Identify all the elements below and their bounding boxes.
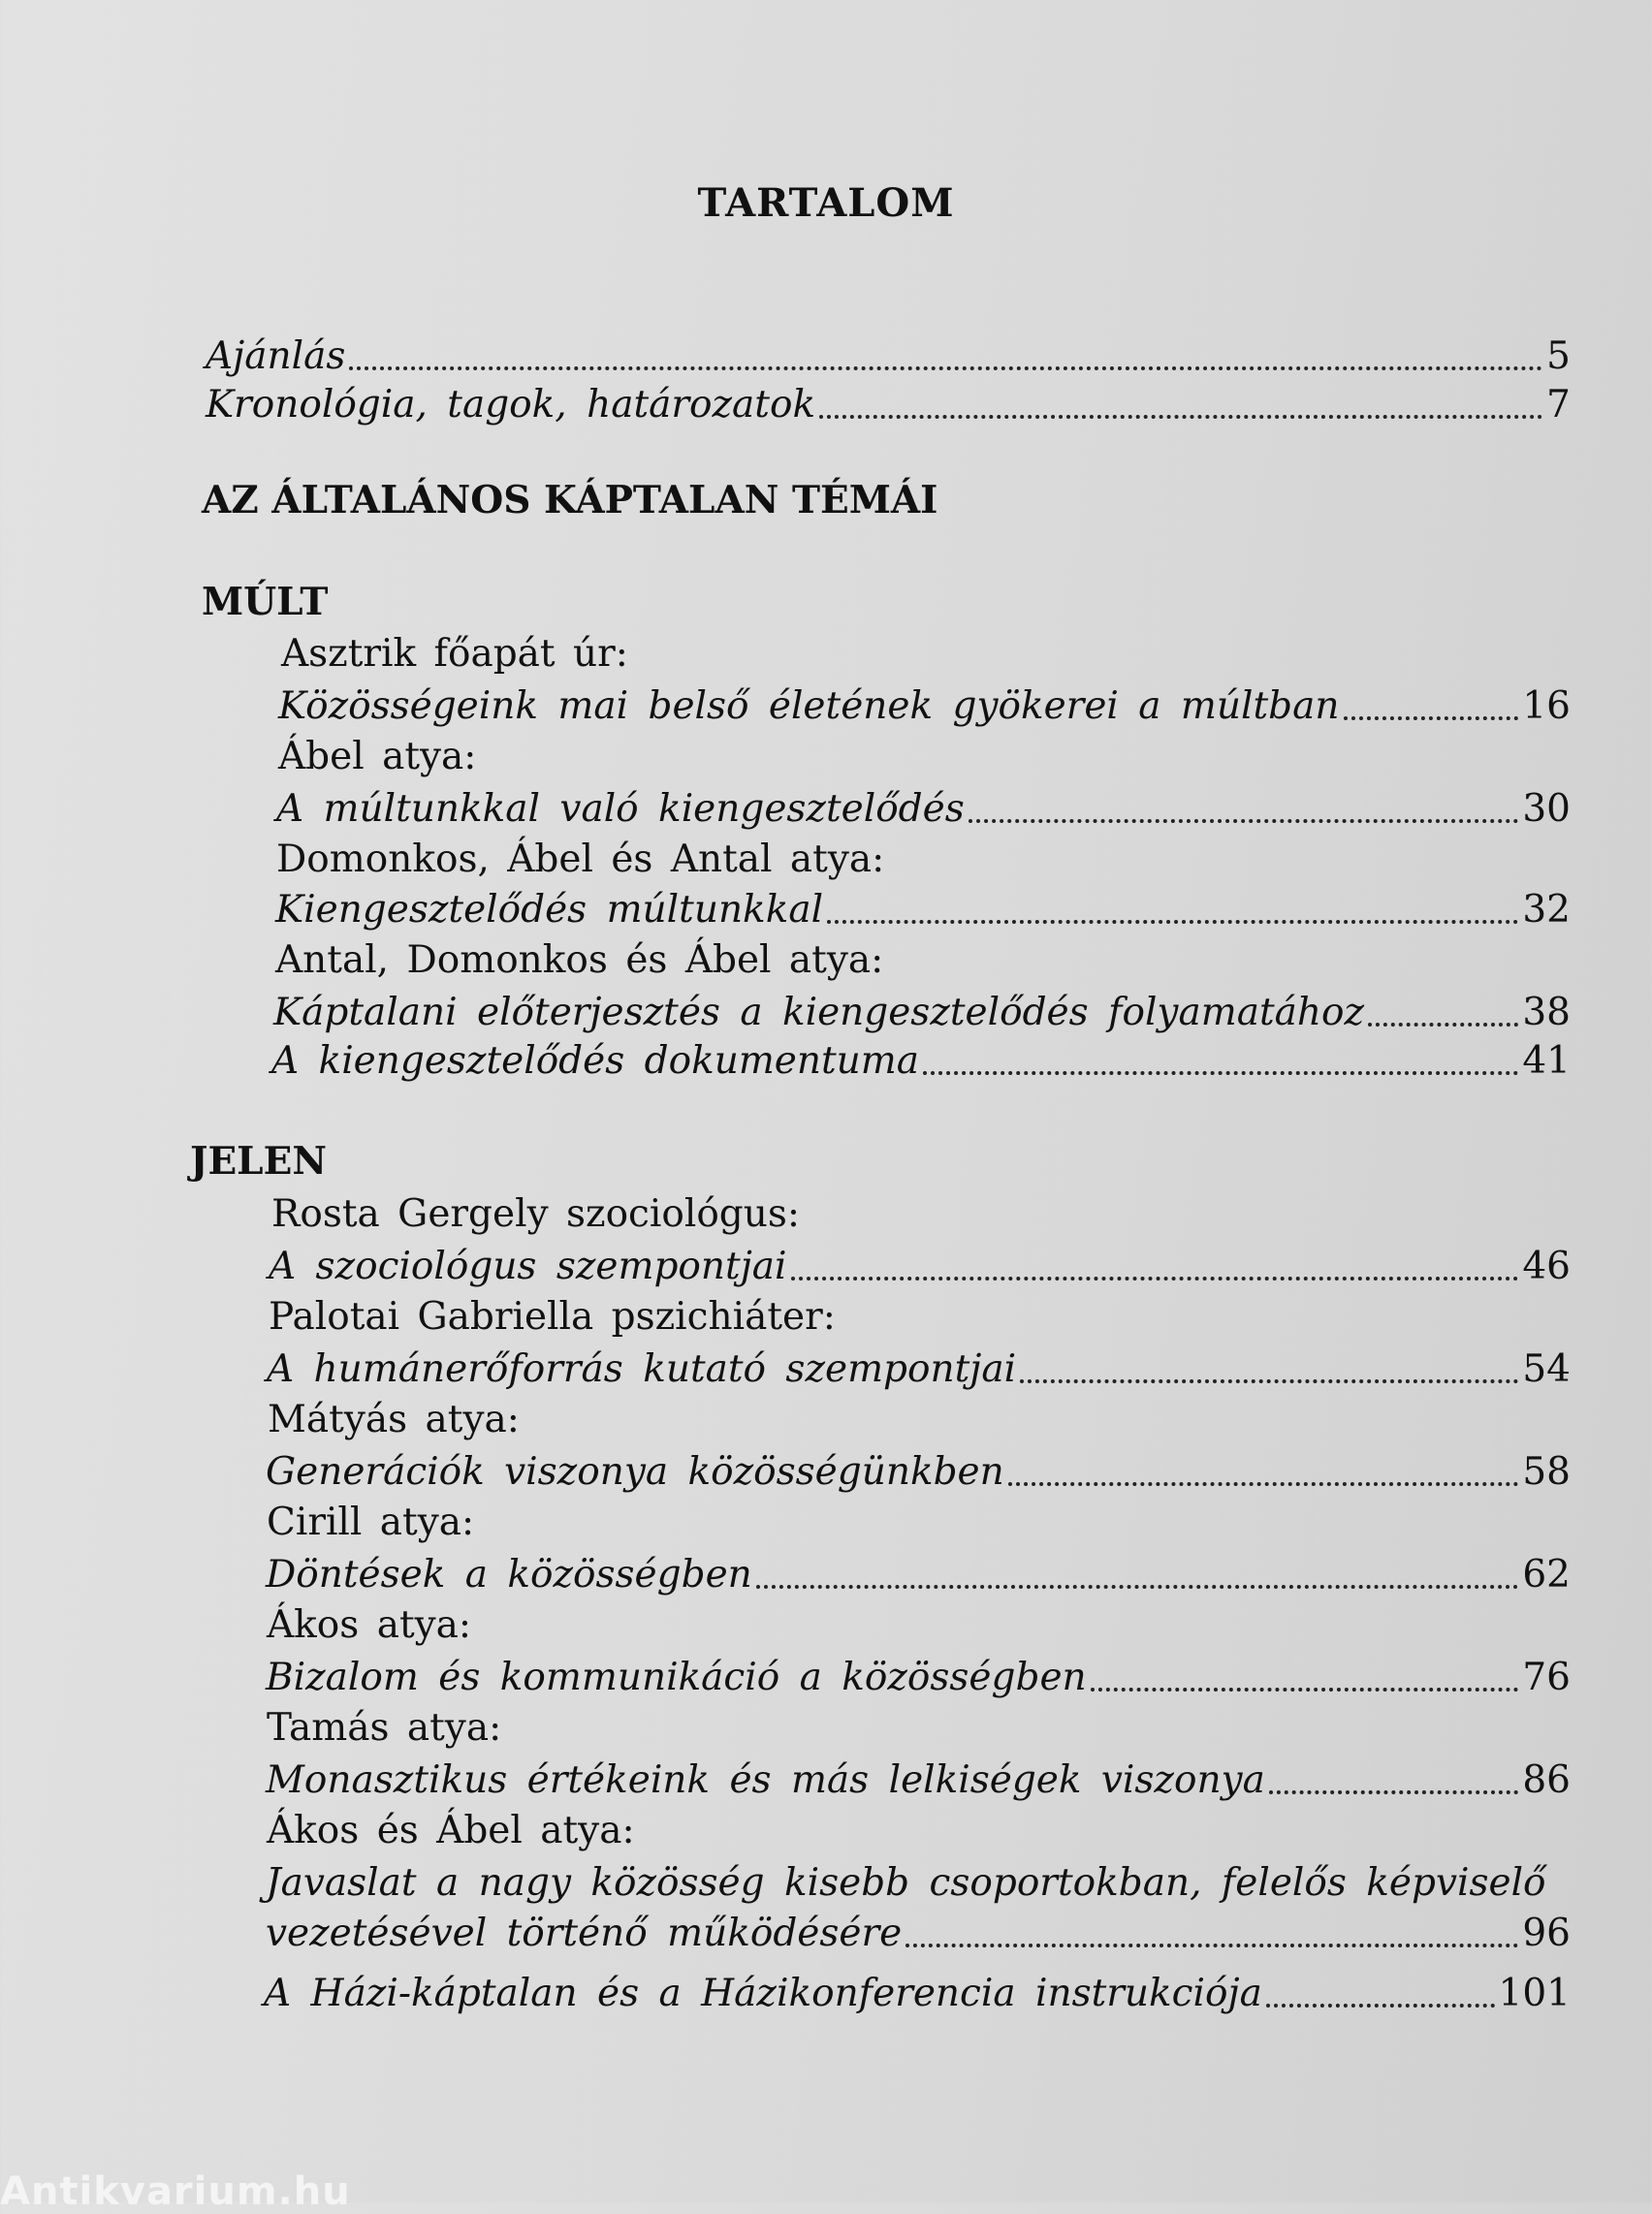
watermark: Antikvarium.hu <box>0 2169 351 2214</box>
leader-dots <box>1091 1688 1519 1692</box>
leader-dots <box>791 1277 1519 1281</box>
leader-dots <box>1344 716 1519 720</box>
toc-page-number: 16 <box>1522 684 1571 728</box>
leader-dots <box>1266 2004 1495 2008</box>
leader-dots <box>827 920 1518 924</box>
author-label: Palotai Gabriella pszichiáter: <box>269 1295 836 1339</box>
leader-dots <box>905 1944 1518 1947</box>
toc-entry-title: A szociológus szempontjai <box>269 1245 787 1288</box>
author-label: Rosta Gergely szociológus: <box>271 1192 801 1236</box>
leader-dots <box>819 415 1542 419</box>
leader-dots <box>756 1585 1519 1589</box>
section-heading-main: AZ ÁLTALÁNOS KÁPTALAN TÉMÁI <box>202 478 938 522</box>
toc-entry-title: A Házi-káptalan és a Házikonferencia instrukciója <box>264 1972 1262 2015</box>
toc-entry[interactable] <box>271 1039 1571 1083</box>
toc-entry[interactable] <box>266 1758 1571 1802</box>
leader-dots <box>349 366 1542 370</box>
toc-entry-title: Bizalom és kommunikáció a közösségben <box>266 1656 1087 1699</box>
toc-entry-ajanlas[interactable] <box>206 334 1571 378</box>
toc-entry-title: Kiengesztelődés múltunkkal <box>275 888 824 932</box>
toc-entry[interactable] <box>273 991 1571 1034</box>
toc-entry[interactable] <box>266 1553 1571 1597</box>
author-label: Ákos és Ábel atya: <box>267 1809 635 1852</box>
toc-page-number: 86 <box>1522 1758 1571 1802</box>
author-label: Ábel atya: <box>278 735 477 778</box>
toc-entry-title: vezetésével történő működésére <box>266 1912 903 1955</box>
toc-page-number: 5 <box>1546 334 1571 378</box>
toc-entry[interactable] <box>266 1912 1571 1955</box>
section-heading-mult: MÚLT <box>202 580 329 624</box>
leader-dots <box>1269 1790 1519 1794</box>
page-title: TARTALOM <box>697 180 955 226</box>
leader-dots <box>923 1071 1518 1075</box>
toc-page-number: 76 <box>1522 1656 1571 1699</box>
toc-entry[interactable] <box>266 1450 1571 1494</box>
toc-entry-title: Káptalani előterjesztés a kiengesztelődés folyamatához <box>273 991 1365 1034</box>
author-label: Domonkos, Ábel és Antal atya: <box>276 838 885 881</box>
toc-entry-title: Ajánlás <box>206 334 346 378</box>
leader-dots <box>969 819 1519 823</box>
author-label: Asztrik főapát úr: <box>281 632 628 676</box>
toc-entry-title: A kiengesztelődés dokumentuma <box>271 1039 920 1083</box>
leader-dots <box>1368 1023 1518 1027</box>
toc-entry[interactable] <box>269 1245 1571 1288</box>
toc-page-number: 62 <box>1522 1553 1571 1597</box>
author-label: Antal, Domonkos és Ábel atya: <box>275 938 884 982</box>
toc-entry-title: Generációk viszonya közösségünkben <box>266 1450 1004 1494</box>
author-label: Tamás atya: <box>267 1706 502 1750</box>
toc-page-number: 46 <box>1522 1245 1571 1288</box>
toc-page-number: 38 <box>1522 991 1571 1034</box>
toc-entry[interactable] <box>278 684 1571 728</box>
leader-dots <box>1020 1379 1518 1383</box>
toc-entry-title: Kronológia, tagok, határozatok <box>206 383 816 427</box>
toc-entry-title: A humánerőforrás kutató szempontjai <box>267 1347 1017 1391</box>
toc-page-number: 96 <box>1522 1912 1571 1955</box>
toc-entry-title: Döntések a közösségben <box>266 1553 752 1597</box>
toc-page-number: 101 <box>1498 1972 1571 2015</box>
toc-entry[interactable] <box>264 1972 1571 2015</box>
toc-entry-kronologia[interactable] <box>206 383 1571 427</box>
toc-page-number: 58 <box>1522 1450 1571 1494</box>
toc-entry-title-line1: Javaslat a nagy közösség kisebb csoportokban, felelős képviselő <box>266 1861 1546 1905</box>
section-heading-jelen: JELEN <box>190 1139 327 1184</box>
toc-page-number: 32 <box>1522 888 1571 932</box>
toc-entry[interactable] <box>267 1347 1571 1391</box>
toc-page-number: 7 <box>1546 383 1571 427</box>
toc-page-number: 54 <box>1522 1347 1571 1391</box>
toc-entry-title: A múltunkkal való kiengesztelődés <box>276 787 965 831</box>
toc-entry[interactable] <box>275 888 1571 932</box>
author-label: Mátyás atya: <box>268 1398 520 1441</box>
toc-page-number: 30 <box>1522 787 1571 831</box>
leader-dots <box>1008 1482 1519 1486</box>
toc-page-number: 41 <box>1522 1039 1571 1083</box>
toc-entry-title: Monasztikus értékeink és más lelkiségek viszonya <box>266 1758 1265 1802</box>
author-label: Ákos atya: <box>267 1603 472 1647</box>
toc-entry[interactable] <box>276 787 1571 831</box>
toc-entry-title: Közösségeink mai belső életének gyökerei a múltban <box>278 684 1340 728</box>
author-label: Cirill atya: <box>267 1501 475 1544</box>
toc-entry[interactable] <box>266 1656 1571 1699</box>
